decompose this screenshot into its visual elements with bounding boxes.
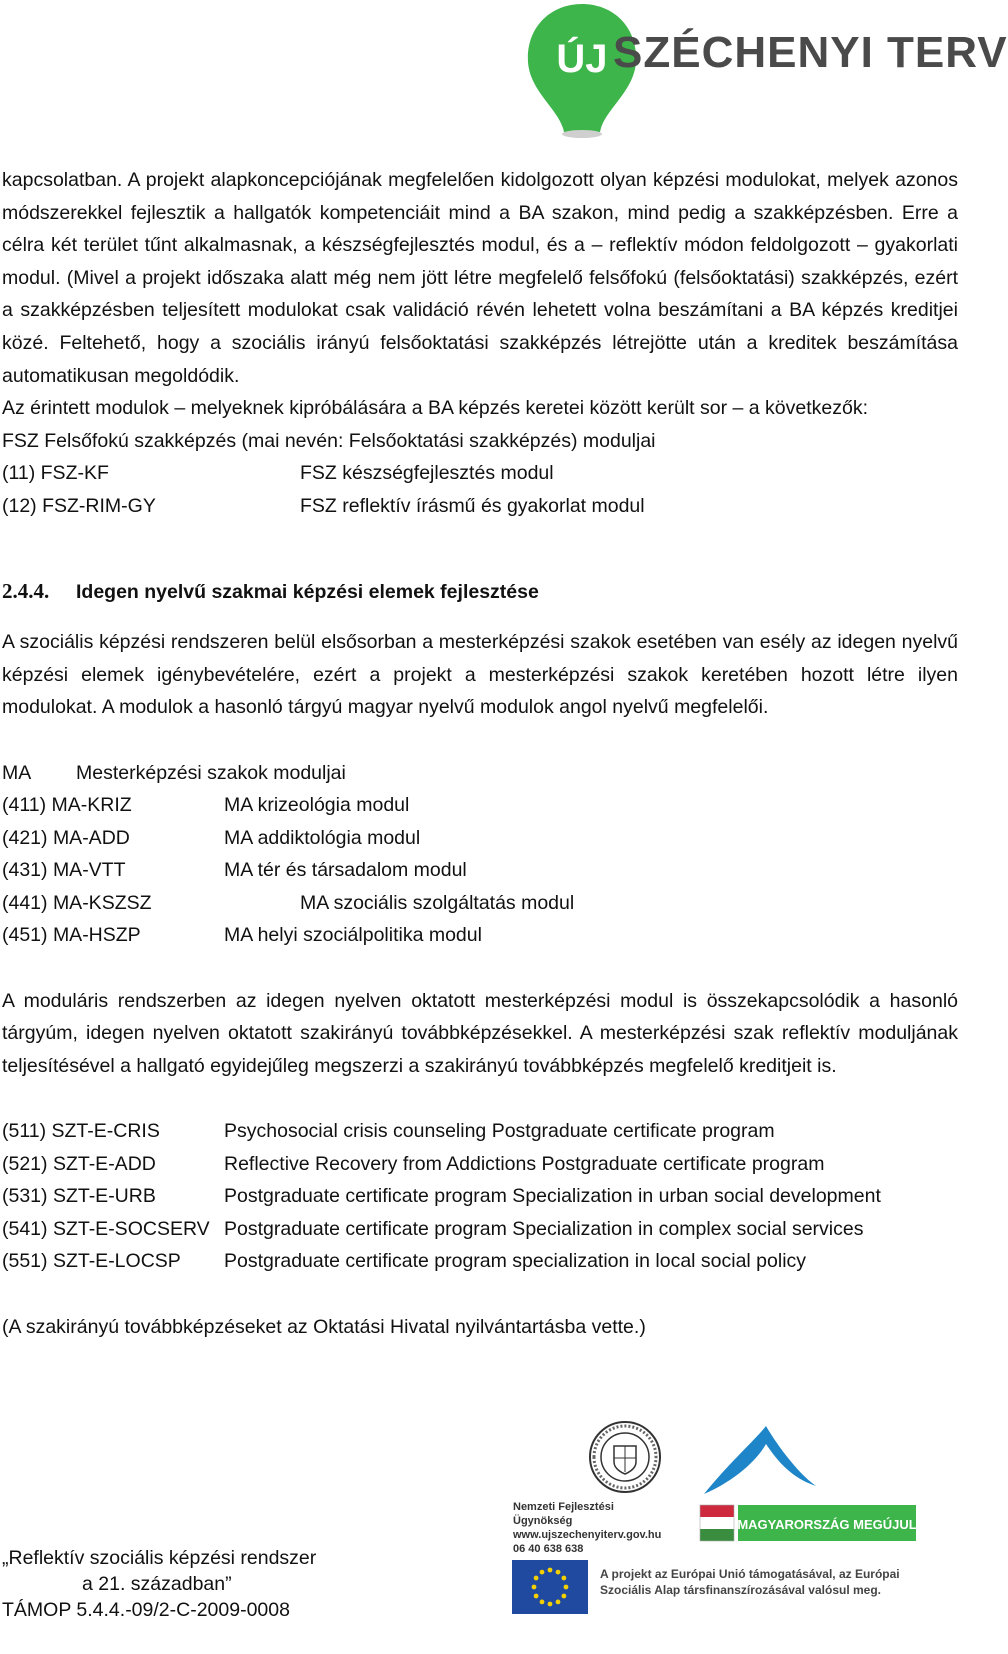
university-seal-icon bbox=[588, 1420, 662, 1494]
hu-logo-text: MAGYARORSZÁG MEGÚJUL bbox=[737, 1517, 917, 1532]
logo-brand-text: SZÉCHENYI TERV bbox=[613, 28, 1008, 77]
module-code: (541) SZT-E-SOCSERV bbox=[2, 1217, 210, 1240]
ma-module-row bbox=[2, 919, 958, 952]
module-name: Postgraduate certificate program specialization in local social policy bbox=[224, 1250, 807, 1273]
ma-module-row bbox=[2, 822, 958, 855]
szt-module-row bbox=[2, 1213, 958, 1246]
module-name: MA helyi szociálpolitika modul bbox=[224, 924, 482, 947]
eu-flag-icon bbox=[512, 1560, 588, 1614]
module-name: MA addiktológia modul bbox=[224, 826, 421, 849]
paragraph-6: (A szakirányú továbbképzéseket az Oktatási Hivatal nyilvántartásba vette.) bbox=[2, 1315, 646, 1338]
paragraph-2: Az érintett modulok – melyeknek kipróbálására a BA képzés keretei között került sor – a következők: bbox=[2, 397, 869, 420]
module-name: Psychosocial crisis counseling Postgraduate certificate program bbox=[224, 1120, 775, 1143]
ma-module-row bbox=[2, 789, 958, 822]
module-code: (451) MA-HSZP bbox=[2, 924, 141, 947]
ma-title-row bbox=[2, 757, 958, 790]
module-code: (11) FSZ-KF bbox=[2, 462, 109, 485]
footer-project-code: TÁMOP 5.4.4.-09/2-C-2009-0008 bbox=[2, 1599, 290, 1621]
ma-module-row bbox=[2, 854, 958, 887]
ma-code: MA bbox=[2, 761, 32, 784]
footer-project-info bbox=[2, 1545, 316, 1623]
section-number: 2.4.4. bbox=[2, 578, 50, 603]
ma-module-row bbox=[2, 887, 958, 920]
module-code: (411) MA-KRIZ bbox=[2, 794, 132, 817]
szt-module-row bbox=[2, 1148, 958, 1181]
paragraph-1: kapcsolatban. A projekt alapkoncepciójának megfelelően kidolgozott olyan képzési modulokat, melyek azonos módszerekkel fejlesztik a hallgatók kompetenciáit mind a BA szakon, mind pedig a szakképzésben. Erre a célra két terület tűnt alkalmasnak, a készségfejlesztés modul, és a – reflektív módon feldolgozott – gyakorlati modul. (Mivel a projekt időszaka alatt még nem jött létre megfelelő felsőfokú (felsőoktatási) szakképzés, ezért a szakképzésben teljesített modulokat csak validáció révén lehetett volna beszámítani a BA képzés kreditjei közé. Feltehető, hogy a szociális irányú felsőoktatási szakképzés létrejötte után a kreditek beszámítása automatikusan megoldódik. bbox=[2, 169, 958, 387]
paragraph-5: A moduláris rendszerben az idegen nyelven oktatott mesterképzési modul is összekapcsolódik a hasonló tárgyúm, idegen nyelven oktatott szakirányú továbbképzésekkel. A mesterképzési szak reflektív moduljának teljesítésével a hallgató egyidejűleg megszerzi a szakirányú továbbképzés megfelelő kreditjeit is. bbox=[2, 989, 958, 1077]
university-triangle-logo bbox=[700, 1422, 820, 1498]
document-body bbox=[2, 164, 958, 1343]
module-code: (521) SZT-E-ADD bbox=[2, 1152, 156, 1175]
module-code: (531) SZT-E-URB bbox=[2, 1185, 156, 1208]
nfu-phone: 06 40 638 638 bbox=[513, 1543, 584, 1555]
module-name: Postgraduate certificate program Specialization in complex social services bbox=[224, 1217, 864, 1240]
section-title: Idegen nyelvű szakmai képzési elemek fejlesztése bbox=[76, 580, 539, 603]
szt-module-row bbox=[2, 1245, 958, 1278]
module-name: MA krizeológia modul bbox=[224, 794, 410, 817]
module-code: (431) MA-VTT bbox=[2, 859, 126, 882]
module-code: (511) SZT-E-CRIS bbox=[2, 1120, 160, 1143]
paragraph-3: FSZ Felsőfokú szakképzés (mai nevén: Felsőoktatási szakképzés) moduljai bbox=[2, 429, 656, 452]
szt-module-row bbox=[2, 1180, 958, 1213]
paragraph-4: A szociális képzési rendszeren belül elsősorban a mesterképzési szakok esetében van esély az idegen nyelvű képzési elemek igénybevételére, ezért a projekt a mesterképzési szakok keretében hozott létre ilyen modulokat. A modulok a hasonló tárgyú magyar nyelvű modulok angol nyelvű megfelelői. bbox=[2, 631, 958, 719]
module-code: (421) MA-ADD bbox=[2, 826, 130, 849]
eu-funding-text: A projekt az Európai Unió támogatásával, az Európai Szociális Alap társfinanszírozásával valósul meg. bbox=[600, 1567, 900, 1597]
module-code: (551) SZT-E-LOCSP bbox=[2, 1250, 181, 1273]
nfu-url: www.ujszechenyiterv.gov.hu bbox=[513, 1529, 662, 1541]
module-name: MA szociális szolgáltatás modul bbox=[300, 891, 575, 914]
magyarorszag-megujul-logo bbox=[700, 1503, 918, 1543]
szt-module-row bbox=[2, 1115, 958, 1148]
nfu-block bbox=[513, 1500, 673, 1556]
logo-mark-text: ÚJ bbox=[556, 37, 608, 81]
ma-title: Mesterképzési szakok moduljai bbox=[76, 761, 346, 784]
nfu-name: Nemzeti Fejlesztési Ügynökség bbox=[513, 1501, 614, 1527]
footer-project-title-1: „Reflektív szociális képzési rendszer bbox=[2, 1547, 317, 1569]
module-name: MA tér és társadalom modul bbox=[224, 859, 467, 882]
fsz-module-row bbox=[2, 490, 958, 523]
fsz-module-row bbox=[2, 457, 958, 490]
module-name: FSZ készségfejlesztés modul bbox=[300, 462, 554, 485]
module-code: (12) FSZ-RIM-GY bbox=[2, 494, 156, 517]
module-name: Reflective Recovery from Addictions Postgraduate certificate program bbox=[224, 1152, 825, 1175]
module-name: Postgraduate certificate program Specialization in urban social development bbox=[224, 1185, 881, 1208]
section-heading bbox=[2, 575, 958, 609]
module-name: FSZ reflektív írásmű és gyakorlat modul bbox=[300, 494, 645, 517]
module-code: (441) MA-KSZSZ bbox=[2, 891, 152, 914]
footer-project-title-2: a 21. században” bbox=[82, 1573, 232, 1595]
